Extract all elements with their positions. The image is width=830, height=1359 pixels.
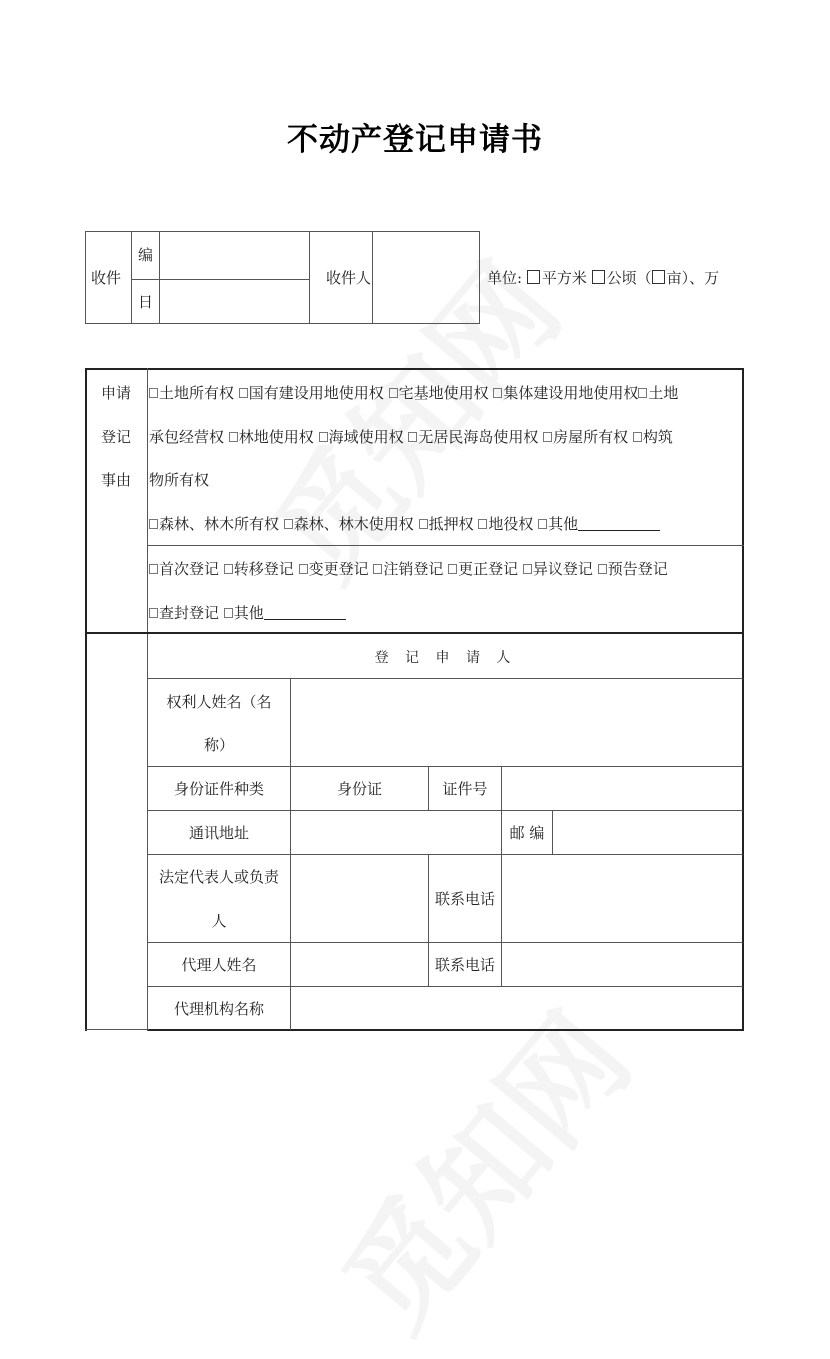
agency-name-field[interactable] [292, 988, 741, 1028]
option-label: 森林、林木使用权 [293, 515, 419, 533]
checkbox-easement[interactable] [478, 519, 487, 529]
option-label: 抵押权 [428, 515, 479, 533]
checkbox-sqm[interactable] [527, 270, 540, 284]
id-type-value[interactable]: 身份证 [336, 780, 382, 798]
receipt-number-label: 编 [138, 246, 154, 264]
page-title: 不动产登记申请书 [287, 122, 543, 158]
option-label: 森林、林木所有权 [159, 515, 284, 533]
option-label: 预告登记 [607, 560, 668, 578]
checkbox-advance-registration[interactable] [598, 564, 607, 574]
option-label: 物所有权 [149, 471, 210, 489]
reason-label-line-2: 登记 [101, 428, 132, 446]
option-label: 宅基地使用权 [398, 384, 494, 402]
checkbox-first-registration[interactable] [149, 564, 158, 574]
id-type-label: 身份证件种类 [173, 780, 264, 798]
checkbox-transfer-registration[interactable] [224, 564, 233, 574]
unit-option-hectare: 公顷（ [606, 269, 652, 287]
owner-name-label-1: 权利人姓名（名 [166, 693, 272, 711]
option-label: 异议登记 [532, 560, 598, 578]
option-label: 土地 [648, 384, 679, 402]
owner-name-label-2: 称） [203, 736, 234, 754]
applicant-section-title: 登 记 申 请 人 [374, 650, 517, 666]
checkbox-land-contract[interactable] [638, 388, 647, 398]
agent-name-label: 代理人姓名 [181, 956, 257, 974]
phone-field-2[interactable] [503, 944, 741, 985]
unit-option-mu: 亩）、万 [666, 269, 720, 287]
option-label: 地役权 [488, 515, 539, 533]
phone-field-1[interactable] [503, 856, 741, 941]
checkbox-structure-ownership[interactable] [633, 432, 642, 442]
option-label: 更正登记 [458, 560, 523, 578]
option-label: 土地所有权 [159, 384, 239, 402]
postcode-label: 邮 编 [509, 824, 545, 842]
id-number-label: 证件号 [442, 780, 488, 798]
option-label: 海域使用权 [328, 428, 409, 446]
agency-name-label: 代理机构名称 [173, 1000, 264, 1018]
receipt-date-field[interactable] [161, 281, 308, 322]
checkbox-mortgage[interactable] [419, 519, 428, 529]
checkbox-sea-area-use[interactable] [319, 432, 328, 442]
checkbox-land-ownership[interactable] [149, 388, 158, 398]
option-label: 林地使用权 [238, 428, 319, 446]
checkbox-uninhabited-island[interactable] [408, 432, 417, 442]
checkbox-forest-ownership[interactable] [149, 519, 158, 529]
option-label: 国有建设用地使用权 [248, 384, 389, 402]
type-other-input[interactable] [264, 603, 346, 620]
rights-line-1 [149, 383, 678, 403]
legal-rep-label-1: 法定代表人或负责 [158, 868, 279, 886]
option-label: 注销登记 [383, 560, 449, 578]
checkbox-change-registration[interactable] [299, 564, 308, 574]
option-label: 转移登记 [233, 560, 299, 578]
rights-line-4 [149, 514, 660, 534]
type-line-1 [149, 559, 668, 579]
checkbox-cancel-registration[interactable] [373, 564, 382, 574]
receiver-label: 收件人 [326, 269, 372, 287]
option-label: 无居民海岛使用权 [418, 428, 544, 446]
address-field[interactable] [292, 812, 500, 853]
receipt-label: 收件 [91, 269, 122, 287]
checkbox-homestead[interactable] [389, 388, 398, 398]
rights-line-2 [149, 427, 673, 447]
phone-label-2: 联系电话 [434, 956, 495, 974]
checkbox-house-ownership[interactable] [543, 432, 552, 442]
checkbox-forest-use[interactable] [284, 519, 293, 529]
option-label: 集体建设用地使用权 [503, 384, 639, 402]
rights-other-input[interactable] [578, 514, 660, 531]
option-label: 其他 [233, 604, 264, 622]
option-label: 构筑 [642, 428, 673, 446]
legal-rep-label-2: 人 [211, 912, 227, 930]
unit-line [487, 268, 719, 288]
option-label: 其他 [548, 515, 579, 533]
option-label: 房屋所有权 [553, 428, 633, 446]
type-line-2 [149, 603, 346, 623]
reason-label-line-1: 申请 [101, 384, 132, 402]
checkbox-seizure-registration[interactable] [149, 608, 158, 618]
checkbox-hectare[interactable] [592, 270, 605, 284]
checkbox-type-other[interactable] [224, 608, 233, 618]
option-label: 查封登记 [159, 604, 224, 622]
receiver-field[interactable] [374, 233, 478, 322]
checkbox-rights-other[interactable] [538, 519, 547, 529]
unit-option-sqm: 平方米 [541, 269, 587, 287]
id-number-field[interactable] [503, 768, 741, 809]
option-label: 变更登记 [308, 560, 374, 578]
receipt-date-label: 日 [138, 293, 154, 311]
option-label: 首次登记 [159, 560, 224, 578]
reason-label-line-3: 事由 [101, 471, 132, 489]
checkbox-correction-registration[interactable] [448, 564, 457, 574]
postcode-field[interactable] [554, 812, 741, 853]
option-label: 承包经营权 [149, 428, 229, 446]
phone-label-1: 联系电话 [434, 890, 495, 908]
unit-prefix: 单位: [487, 269, 527, 287]
legal-rep-field[interactable] [292, 856, 427, 941]
checkbox-forest-land-use[interactable] [229, 432, 238, 442]
address-label: 通讯地址 [188, 824, 249, 842]
checkbox-state-construction-land[interactable] [239, 388, 248, 398]
rights-line-3 [149, 470, 209, 490]
checkbox-objection-registration[interactable] [523, 564, 532, 574]
checkbox-mu[interactable] [652, 270, 665, 284]
agent-name-field[interactable] [292, 944, 427, 985]
owner-name-field[interactable] [292, 680, 741, 765]
receipt-number-field[interactable] [161, 233, 308, 278]
checkbox-collective-construction-land[interactable] [493, 388, 502, 398]
